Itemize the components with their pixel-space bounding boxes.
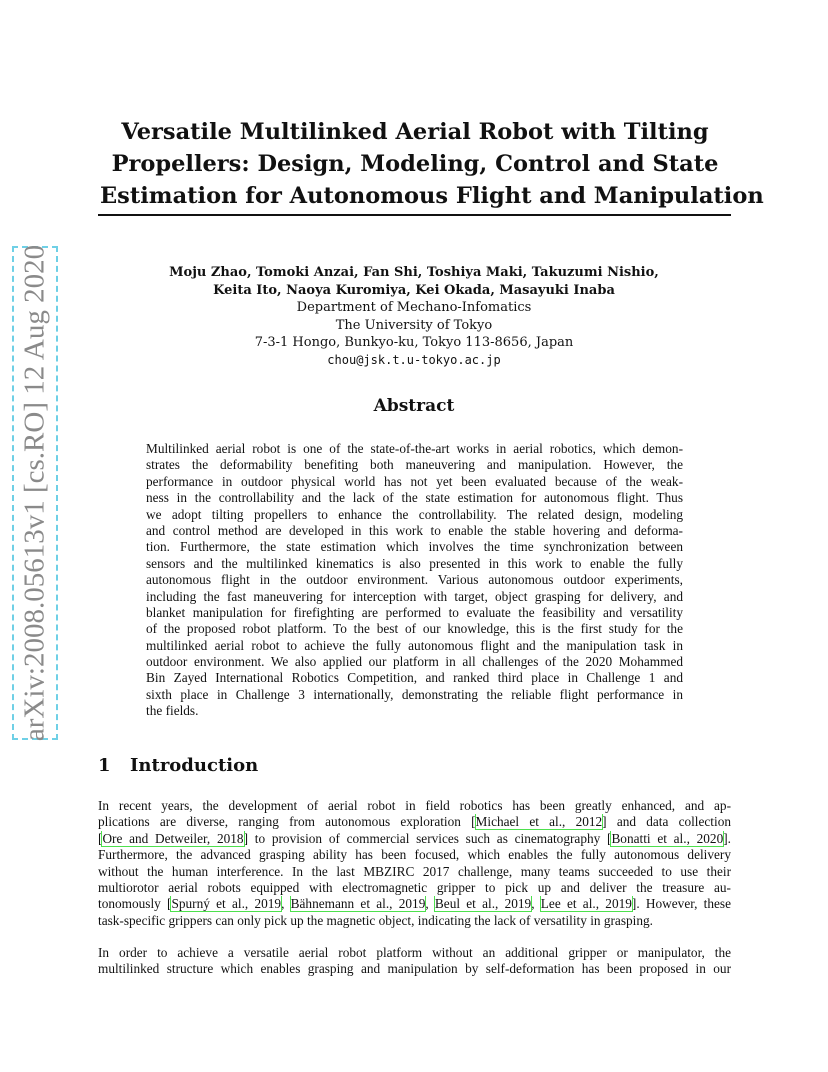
citation-link[interactable]: Spurný et al., 2019 <box>171 896 282 912</box>
abstract-line: sensors and the multilinked kinematics is also presented in this work to enable the fully <box>146 555 683 571</box>
abstract-line: ness in the controllability and the lack of the state estimation for autonomous flight. Thus <box>146 490 683 506</box>
citation-link[interactable]: Bähnemann et al., 2019 <box>290 896 426 912</box>
abstract-line: Bin Zayed International Robotics Competition, and ranked third place in Challenge 1 and <box>146 670 683 686</box>
body-text: tonomously <box>98 896 168 912</box>
arxiv-stamp <box>12 246 58 740</box>
abstract-line: of the proposed robot platform. To the best of our knowledge, this is the first study for the <box>146 621 683 637</box>
title-rule <box>98 214 731 216</box>
abstract-line: sixth place in Challenge 3 internationally, demonstrating the reliable flight performance in <box>146 686 683 702</box>
body-text: plications are diverse, ranging from autonomous exploration <box>98 814 472 830</box>
body-line: multilinked structure which enables grasping and manipulation by self-deformation has been proposed in our <box>98 961 731 977</box>
body-text: and data collection <box>606 814 731 830</box>
citation-link[interactable]: Ore and Detweiler, 2018 <box>102 830 244 846</box>
abstract-line: outdoor environment. We also applied our platform in all challenges of the 2020 Mohammed <box>146 654 683 670</box>
abstract-heading: Abstract <box>373 396 455 416</box>
citation-link[interactable]: Bonatti et al., 2020 <box>611 830 724 846</box>
affiliation-address: 7-3-1 Hongo, Bunkyo-ku, Tokyo 113-8656, Japan <box>254 335 574 350</box>
body-text: to provision of commercial services such as cinematography <box>248 830 607 846</box>
body-text: . However, these <box>636 896 731 912</box>
abstract-line: performance in outdoor physical world has not yet been evaluated because of the weak- <box>146 473 683 489</box>
affiliation-university: The University of Tokyo <box>335 317 493 333</box>
body-line: In recent years, the development of aerial robot in field robotics has been greatly enhanced, and ap- <box>98 798 731 813</box>
author-names: Keita Ito, Naoya Kuromiya, Kei Okada, Masayuki Inaba <box>213 282 615 298</box>
abstract-line: the fields. <box>146 703 199 719</box>
abstract-line: including the fast maneuvering for interception with target, object grasping for delivery, and <box>146 588 683 604</box>
citation-link[interactable]: Lee et al., 2019 <box>540 896 632 912</box>
author-names: Moju Zhao, Tomoki Anzai, Fan Shi, Toshiya Maki, Takuzumi Nishio, <box>169 265 659 280</box>
body-text: . <box>727 830 731 846</box>
body-line: Furthermore, the advanced grasping ability has been focused, which enables the fully autonomous delivery <box>98 847 731 863</box>
abstract-line: we adopt tilting propellers to enhance the controllability. The related design, modeling <box>146 506 683 522</box>
paper-title <box>100 116 764 212</box>
abstract-line: Multilinked aerial robot is one of the state-of-the-art works in aerial robotics, which demon- <box>146 441 683 456</box>
abstract-line: strates the deformability benefiting both maneuvering and manipulation. However, the <box>146 457 683 473</box>
section-heading-introduction <box>98 755 258 776</box>
body-line: multiorotor aerial robots equipped with electromagnetic gripper to pick up and deliver the treasure au- <box>98 879 731 895</box>
intro-paragraph-2 <box>98 945 731 978</box>
citation-link[interactable]: Beul et al., 2019 <box>434 896 532 912</box>
body-line: tonomously [Spurný et al., 2019, Bähnemann et al., 2019, Beul et al., 2019, Lee et al., 2019]. However, these <box>98 896 731 912</box>
body-line: [Ore and Detweiler, 2018] to provision of commercial services such as cinematography [Bonatti et al., 2020]. <box>98 830 731 846</box>
title-line: Propellers: Design, Modeling, Control and State <box>111 151 719 177</box>
section-number: 1 <box>98 755 111 776</box>
abstract-line: autonomous flight in the outdoor environment. Various autonomous outdoor experiments, <box>146 572 683 588</box>
author-email: chou@jsk.t.u-tokyo.ac.jp <box>327 352 501 367</box>
body-text: , <box>531 896 541 912</box>
intro-paragraph-1 <box>98 798 731 929</box>
body-text: , <box>281 896 291 912</box>
body-text: , <box>425 896 435 912</box>
citation-link[interactable]: Michael et al., 2012 <box>475 814 603 830</box>
title-line: Versatile Multilinked Aerial Robot with Tilting <box>121 119 709 145</box>
section-title: Introduction <box>130 755 259 776</box>
affiliation-department: Department of Mechano-Infomatics <box>296 300 532 315</box>
abstract-line: multilinked aerial robot to achieve the fully autonomous flight and the manipulation task in <box>146 637 683 653</box>
abstract-body <box>146 441 683 720</box>
abstract-line: and control method are developed in this work to enable the stable hovering and deforma- <box>146 522 683 538</box>
body-line: plications are diverse, ranging from autonomous exploration [Michael et al., 2012] and data collection <box>98 814 731 830</box>
abstract-line: tion. Furthermore, the state estimation which involves the time synchronization between <box>146 539 683 555</box>
body-line: In order to achieve a versatile aerial robot platform without an additional gripper or manipulator, the <box>98 945 731 960</box>
body-line: without the human interference. In the last MBZIRC 2017 challenge, many teams succeeded to use their <box>98 863 731 879</box>
body-line: task-specific grippers can only pick up the magnetic object, indicating the lack of versatility in grasping. <box>98 912 653 928</box>
title-line: Estimation for Autonomous Flight and Manipulation <box>100 183 764 209</box>
abstract-line: blanket manipulation for firefighting are performed to evaluate the feasibility and versatility <box>146 604 683 620</box>
arxiv-stamp-text: arXiv:2008.05613v1 [cs.RO] 12 Aug 2020 <box>18 244 51 742</box>
author-block <box>100 264 728 369</box>
